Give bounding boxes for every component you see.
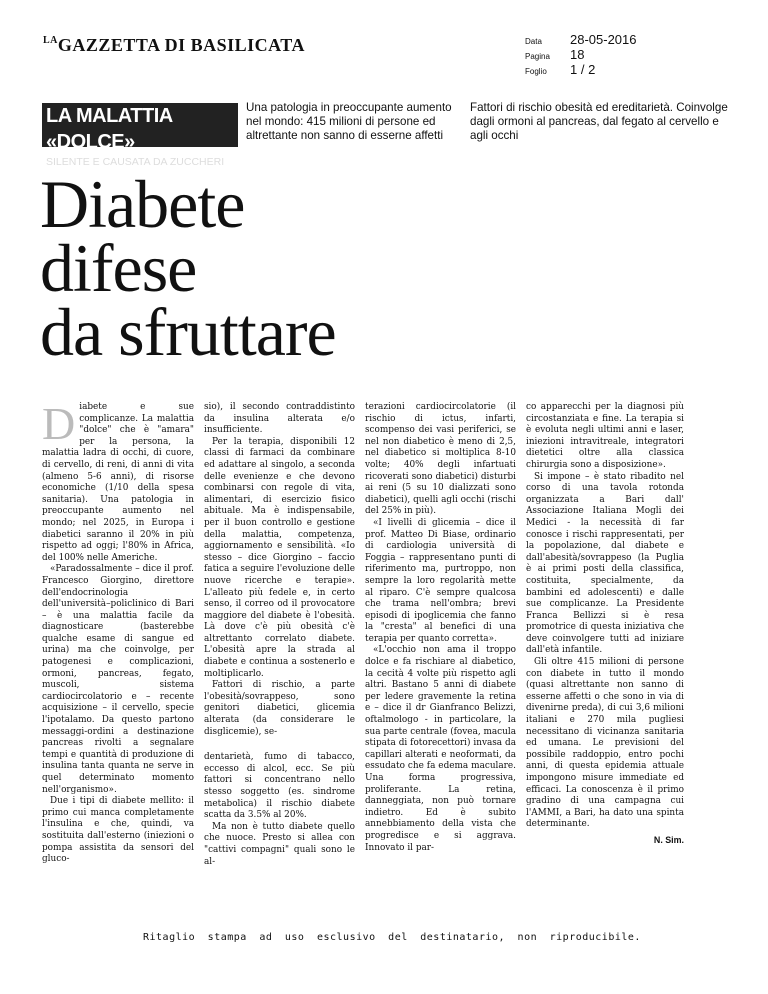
date-value: 28-05-2016 [570,32,637,47]
paragraph: Fattori di rischio, a parte l'obesità/sovrappeso, sono genitori diabetici, glicemia alterata (da considerare le disglicemie), se- [204,680,355,737]
masthead-prefix: LA [43,35,58,46]
paragraph: «Paradossalmente – dice il prof. Francesco Giorgino, direttore dell'endocrinologia dell'università–policlinico di Bari – è una malattia facile da diagnosticare (basterebbe qualche esame di sangue ed urina) ma che coinvolge, per patogenesi e complicazioni, ormoni, pancreas, fegato, muscoli, sistema cardiocircolatorio e – recente acquisizione – il cervello, specie l'ipotalamo. Da questo partono messaggi-ordini a destinazione pancreas rivolti a segnalare tempi e quantità di produzione di insulina tanta quanta ne serve in quel determinato momento nell'organismo». [42,564,194,795]
page-value: 18 [570,47,585,62]
paragraph [42,398,194,564]
paragraph: Si impone – è stato ribadito nel corso di una tavola rotonda organizzata a Bari dall' Associazione Italiana Mogli dei Medici - la necessità di far conosce i rischi rappresentati, per la popolazione, dal diabete e dall'abesità/sovrappeso (la Puglia è ai primi posti della classifica, costituita, specialmente, da bambini ed adolescenti) e dalle sue complicanze. La Presidente Franca Bellizzi si è resa promotrice di questa iniziativa che deve coinvolgere tutti ad iniziare dall'età infantile. [526,471,684,656]
masthead [43,35,305,56]
sheet-label: Foglio [525,67,547,76]
topic-subtitle: SILENTE E CAUSATA DA ZUCCHERI [46,156,225,168]
drop-cap: D [42,398,76,449]
topic-title: LA MALATTIA «DOLCE» [46,105,172,153]
date-label: Data [525,37,542,46]
article-column-3 [365,402,516,854]
paragraph-text: iabete e sue complicanze. La malattia "dolce" che è "amara" per la persona, la malattia ladra di occhi, di cuore, di cervello, di reni, di anni di vita (almeno 5-6 anni), di risorse economiche (1/10 della spesa sanitaria). Una patologia in preoccupante aumento nel mondo; nel 2025, in Europa i diabetici saranno il 20% in più rispetto ad oggi; l'80% in Africa, del 100% nelle Americhe. [42,402,194,563]
paragraph: terazioni cardiocircolatorie (il rischio di ictus, infarti, scompenso dei vasi periferici, se nel non diabetico è meno di 2,5, nel diabetico si moltiplica 8-10 volte; 40% degli infartuati ricoverati sono diabetici) disturbi ai reni (5 su 10 dializzati sono diabetici), quelli agli occhi (rischi del 25% in più). [365,402,516,517]
headline [40,166,336,370]
headline-line-2: difese [40,230,197,306]
paragraph: sio), il secondo contraddistinto da insulina alterata e/o insufficiente. [204,402,355,436]
paragraph: dentarietà, fumo di tabacco, eccesso di alcol, ecc. Se più fattori si concentrano nello stesso soggetto (es. sindrome metabolica) il rischio diabete scatta da 3.5% al 20%. [204,752,355,821]
headline-line-3: da sfruttare [40,294,336,370]
kicker-left: Una patologia in preoccupante aumento nel mondo: 415 milioni di persone ed altrettante non sanno di esserne affetti [246,101,452,142]
headline-line-1: Diabete [40,166,245,242]
article-column-4 [526,402,684,847]
paragraph: Per la terapia, disponibili 12 classi di farmaci da combinare ed adattare al singolo, a seconda delle evenienze e che devono combinarsi con regole di vita, alimentari, di esercizio fisico abituale. Ma è indispensabile, per il buon controllo e gestione della malattia, competenza, aggiornamento e sensibilità. «Io stesso – dice Giorgino – faccio fatica a seguire l'evoluzione delle nuove ricerche e terapie». L'alleato più fedele e, in certo senso, il correo od il provocatore maggiore del diabete è l'obesità. Là dove c'è più obesità c'è altrettanto correlato diabete. L'obesità apre la strada al diabete e continua a sostenerlo e moltiplicarlo. [204,436,355,679]
page-label: Pagina [525,52,550,61]
article-column-2 [204,402,355,868]
paragraph: «L'occhio non ama il troppo dolce e fa rischiare al diabetico, la cecità 4 volte più rispetto agli altri. Bastano 5 anni di diabete per ledere gravemente la retina e – dice il dr Gianfranco Belizzi, oftalmologo - in particolare, la sua parte centrale (fovea, macula stipata di fotorecettori) invasa da capillari alterati e neoformati, da essudato che fa edema maculare. Una forma progressiva, proliferante. La retina, danneggiata, non può tornare indietro. Ed è subito annebbiamento della vista che progredisce e si aggrava. Innovato il par- [365,645,517,853]
footer-notice: Ritaglio stampa ad uso esclusivo del destinatario, non riproducibile. [143,932,641,943]
paragraph: Gli oltre 415 milioni di persone con diabete in tutto il mondo (quasi altrettante non sanno di esserne affetti o che sono in via di divenirne preda), di cui 3,6 milioni italiani e 270 mila pugliesi necessitano di vicinanza sanitaria ed umana. Le previsioni del possibile raddoppio, entro pochi anni, di questa epidemia attuale impongono misure immediate ed efficaci. La conoscenza è il primo gradino di una campagna cui l'AMMI, a Bari, ha dato una spinta determinante. [526,657,684,830]
clipping-meta [525,32,735,77]
paragraph: Ma non è tutto diabete quello che nuoce. Presto si allea con "cattivi compagni" quali sono le al- [204,821,355,867]
paragraph: Due i tipi di diabete mellito: il primo cui manca completamente l'insulina e che, quindi, va sostituita dall'esterno (iniezioni o pompa assistita da sensori del gluco- [42,796,194,865]
masthead-title: GAZZETTA DI BASILICATA [57,35,305,55]
sheet-value: 1 / 2 [570,62,596,77]
paragraph: «I livelli di glicemia – dice il prof. Matteo Di Biase, ordinario di cardiologia università di Foggia – rappresentano punti di riferimento ma, purtroppo, non sempre la loro regolarità mette al riparo. C'è sempre qualcosa che trama nell'ombra; brevi episodi di ipoglicemia che fanno la "cresta" al benefici di una terapia per quanto corretta». [365,517,516,644]
topic-box [42,103,238,168]
paragraph: co apparecchi per la diagnosi più circostanziata e fine. La terapia si è evoluta negli ultimi anni e laser, iniezioni intravitreale, integratori dietetici oltre alla classica chirurgia sono a disposizione». [526,402,684,470]
author-signature: N. Sim. [653,834,684,845]
kicker-right: Fattori di rischio obesità ed ereditarietà. Coinvolge dagli ormoni al pancreas, dal fegato al cervello e agli occhi [470,101,728,142]
article-column-1 [42,398,194,866]
